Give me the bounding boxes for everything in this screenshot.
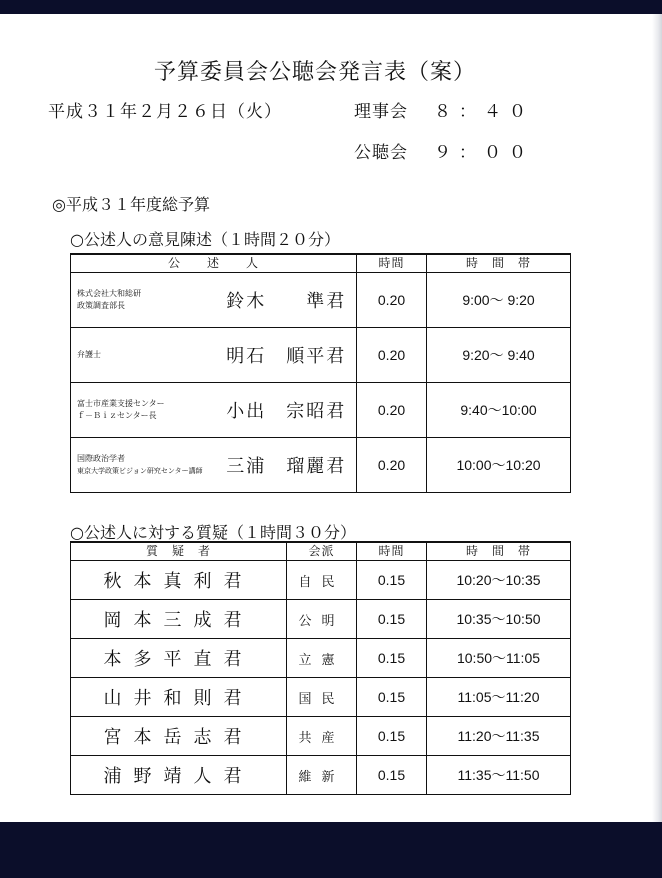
questioner-name: 山井和則君 — [71, 678, 287, 717]
table-row — [71, 756, 571, 795]
party: 維新 — [287, 756, 357, 795]
statements-table — [70, 253, 571, 493]
time-slot: 9:20～ 9:40 — [427, 328, 571, 383]
questioning-table — [70, 541, 571, 795]
schedule-time: ９：００ — [434, 143, 534, 163]
table-row — [71, 639, 571, 678]
bottom-frame — [0, 822, 662, 878]
session-date: 平成３１年２月２６日（火） — [48, 102, 282, 122]
time-slot: 10:50～11:05 — [427, 639, 571, 678]
table-row — [71, 717, 571, 756]
time-slot: 10:35～10:50 — [427, 600, 571, 639]
duration: 0.20 — [357, 273, 427, 328]
speaker-name: 鈴木 準君 — [217, 273, 357, 328]
duration: 0.15 — [357, 678, 427, 717]
questioner-name: 浦野靖人君 — [71, 756, 287, 795]
party: 立憲 — [287, 639, 357, 678]
table-row — [71, 383, 571, 438]
schedule-label: 理事会 — [354, 102, 408, 122]
affiliation-line: 株式会社大和総研 — [77, 289, 141, 298]
questioner-name: 秋本真利君 — [71, 561, 287, 600]
header-duration: 時間 — [357, 254, 427, 273]
speaker-name: 三浦 瑠麗君 — [217, 438, 357, 493]
speaker-affiliation — [71, 383, 217, 438]
affiliation-line: ｆ－Ｂｉｚセンター長 — [77, 411, 157, 420]
schedule-label: 公聴会 — [354, 143, 408, 163]
section-heading: ◎平成３１年度総予算 — [52, 195, 210, 214]
party: 自民 — [287, 561, 357, 600]
table-row — [71, 561, 571, 600]
header-party: 会派 — [287, 542, 357, 561]
affiliation-line: 国際政治学者 — [77, 454, 125, 463]
questioner-name: 岡本三成君 — [71, 600, 287, 639]
questioner-name: 宮本岳志君 — [71, 717, 287, 756]
time-slot: 9:00～ 9:20 — [427, 273, 571, 328]
top-frame — [0, 0, 662, 14]
table-row — [71, 273, 571, 328]
schedule-board-meeting — [354, 97, 534, 122]
header-slot: 時 間 帯 — [427, 542, 571, 561]
time-slot: 11:05～11:20 — [427, 678, 571, 717]
time-slot: 10:00～10:20 — [427, 438, 571, 493]
duration: 0.15 — [357, 756, 427, 795]
part2-heading: ○公述人に対する質疑（１時間３０分） — [70, 523, 356, 542]
speaker-name: 明石 順平君 — [217, 328, 357, 383]
duration: 0.15 — [357, 561, 427, 600]
affiliation-line: 政策調査部長 — [77, 301, 125, 310]
table-row — [71, 328, 571, 383]
affiliation-line: 東京大学政策ビジョン研究センター講師 — [77, 467, 203, 475]
part1-heading: ○公述人の意見陳述（１時間２０分） — [70, 230, 340, 249]
affiliation-line: 弁護士 — [77, 350, 101, 359]
speaker-name: 小出 宗昭君 — [217, 383, 357, 438]
party: 公明 — [287, 600, 357, 639]
header-speaker: 公 述 人 — [71, 254, 357, 273]
duration: 0.15 — [357, 600, 427, 639]
duration: 0.20 — [357, 328, 427, 383]
document-title: 予算委員会公聴会発言表（案） — [153, 60, 476, 85]
speaker-affiliation — [71, 438, 217, 493]
time-slot: 11:20～11:35 — [427, 717, 571, 756]
schedule-time: ８：４０ — [434, 102, 534, 122]
time-slot: 11:35～11:50 — [427, 756, 571, 795]
table-row — [71, 678, 571, 717]
header-duration: 時間 — [357, 542, 427, 561]
table-row — [71, 600, 571, 639]
table-row — [71, 438, 571, 493]
party: 共産 — [287, 717, 357, 756]
time-slot: 9:40～10:00 — [427, 383, 571, 438]
speaker-affiliation — [71, 328, 217, 383]
affiliation-line: 富士市産業支援センター — [77, 399, 165, 408]
duration: 0.20 — [357, 383, 427, 438]
duration: 0.15 — [357, 639, 427, 678]
speaker-affiliation — [71, 273, 217, 328]
schedule-public-hearing — [354, 138, 534, 163]
time-slot: 10:20～10:35 — [427, 561, 571, 600]
header-questioner: 質 疑 者 — [71, 542, 287, 561]
party: 国民 — [287, 678, 357, 717]
duration: 0.15 — [357, 717, 427, 756]
header-slot: 時 間 帯 — [427, 254, 571, 273]
questioner-name: 本多平直君 — [71, 639, 287, 678]
duration: 0.20 — [357, 438, 427, 493]
page-edge-shadow — [652, 14, 662, 822]
